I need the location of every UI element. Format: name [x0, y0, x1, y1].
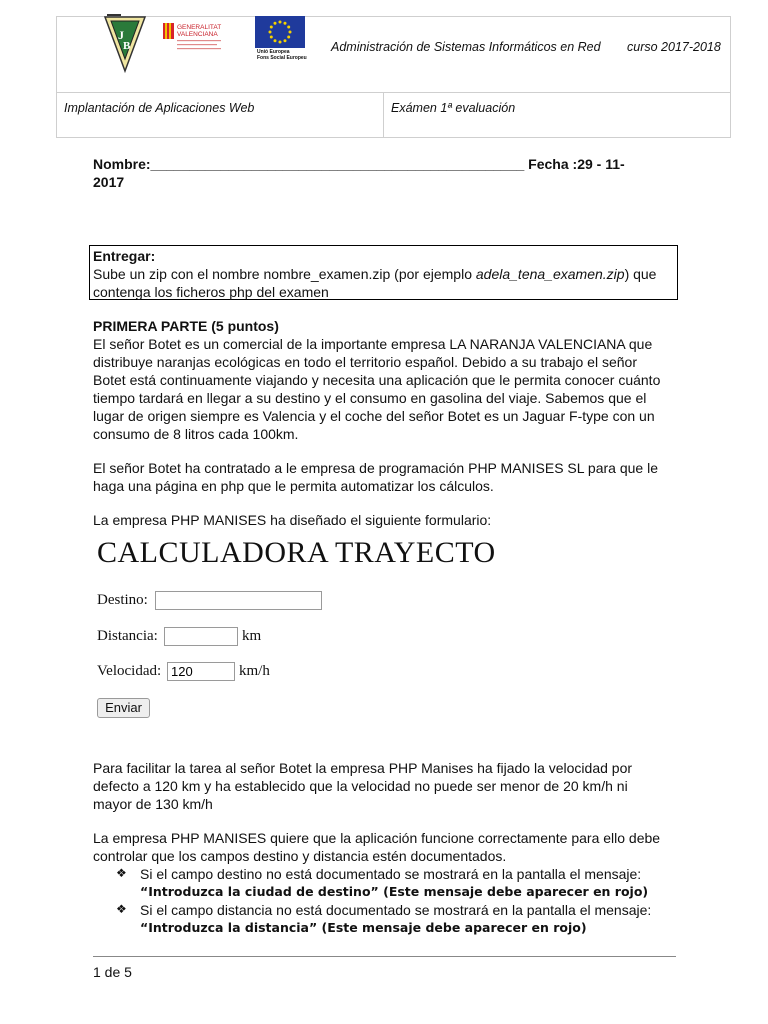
part1b-section	[93, 759, 683, 865]
distancia-label: Distancia:	[97, 628, 158, 644]
header-divider	[383, 93, 384, 137]
svg-text:J: J	[118, 28, 124, 42]
school-logo-icon	[101, 13, 149, 73]
part1-section	[93, 317, 683, 529]
delivery-line-1	[93, 265, 674, 283]
part1b-para5	[93, 829, 683, 865]
destino-input[interactable]	[155, 591, 322, 610]
part1-para3: La empresa PHP MANISES ha diseñado el siguiente formulario:	[93, 512, 492, 528]
bullet-item-destino	[140, 865, 700, 901]
para4-line: defecto a 120 km y ha establecido que la velocidad no puede ser menor de 20 km/h ni	[93, 778, 628, 794]
part1-para1	[93, 335, 683, 443]
delivery-label: Entregar:	[93, 248, 156, 264]
footer-divider	[93, 956, 676, 957]
velocidad-label: Velocidad:	[97, 663, 162, 679]
delivery-box	[89, 245, 678, 300]
part1b-para4	[93, 759, 683, 813]
bullet-diamond-icon: ❖	[116, 866, 127, 880]
distancia-unit: km	[242, 628, 262, 644]
para2-line: haga una página en php que le permita automatizar los cálculos.	[93, 478, 494, 494]
name-line-1: Nombre:________________________________________________ Fecha :29 - 11-	[93, 156, 625, 172]
generalitat-logo-icon	[161, 21, 231, 61]
bullet-message: “Introduzca la distancia” (Este mensaje debe aparecer en rojo)	[140, 920, 587, 935]
para1-line: lugar de origen siempre es Valencia y el coche del señor Botet es un Jaguar F-type con un	[93, 408, 655, 424]
enviar-button[interactable]: Enviar	[97, 698, 150, 718]
form-title: CALCULADORA TRAYECTO	[97, 536, 496, 569]
eu-caption-1: Unió Europea	[257, 49, 290, 55]
course-year: curso 2017-2018	[627, 40, 721, 54]
bullet-line: Si el campo destino no está documentado se mostrará en la pantalla el mensaje:	[140, 866, 642, 882]
para1-line: distribuye naranjas ecológicas en todo el territorio español. Debido a su trabajo el señor	[93, 354, 637, 370]
delivery-example-filename: adela_tena_examen.zip	[475, 266, 625, 282]
name-line-2: 2017	[93, 174, 125, 190]
svg-text:B: B	[123, 40, 131, 52]
para2-line: El señor Botet ha contratado a le empresa de programación PHP MANISES SL para que le	[93, 460, 658, 476]
eu-caption-2: Fons Social Europeu	[257, 55, 307, 61]
exam-name: Exámen 1ª evaluación	[391, 101, 516, 115]
bullet-diamond-icon: ❖	[116, 902, 127, 916]
page-number: 1 de 5	[93, 964, 132, 980]
course-title: Administración de Sistemas Informáticos en Red	[331, 40, 601, 54]
header-row-logos	[57, 17, 730, 93]
bullet-message: “Introduzca la ciudad de destino” (Este mensaje debe aparecer en rojo)	[140, 884, 649, 899]
para1-line: Botet está continuamente viajando y necesita una aplicación que le permita conocer cuánto	[93, 372, 661, 388]
part1-heading: PRIMERA PARTE (5 puntos)	[93, 318, 279, 334]
bullet-item-distancia	[140, 901, 700, 937]
delivery-line-2: contenga los ficheros php del examen	[93, 284, 329, 300]
para4-line: mayor de 130 km/h	[93, 796, 213, 812]
delivery-text-a: Sube un zip con el nombre nombre_examen.zip (por ejemplo	[93, 266, 476, 282]
delivery-text-b: ) que	[624, 266, 657, 282]
para1-line: tiempo tardará en llegar a su destino y el consumo en gasolina del viaje. Sabemos que el	[93, 390, 647, 406]
svg-text:GENERALITAT: GENERALITAT	[177, 24, 222, 31]
module-name: Implantación de Aplicaciones Web	[64, 101, 255, 115]
header-row-module	[57, 93, 730, 137]
velocidad-input[interactable]	[167, 662, 235, 681]
distancia-input[interactable]	[164, 627, 238, 646]
svg-text:VALENCIANA: VALENCIANA	[177, 31, 218, 38]
name-date-line	[93, 155, 683, 191]
para5-line: La empresa PHP MANISES quiere que la aplicación funcione correctamente para ello debe	[93, 830, 661, 846]
part1-para2	[93, 459, 683, 495]
header-table	[56, 16, 731, 138]
para4-line: Para facilitar la tarea al señor Botet la empresa PHP Manises ha fijado la velocidad por	[93, 760, 633, 776]
velocidad-unit: km/h	[239, 663, 270, 679]
para5-line: controlar que los campos destino y distancia estén documentados.	[93, 848, 507, 864]
eu-flag-icon	[254, 15, 306, 49]
para1-line: consumo de 8 litros cada 100km.	[93, 426, 299, 442]
para1-line: El señor Botet es un comercial de la importante empresa LA NARANJA VALENCIANA que	[93, 336, 653, 352]
bullet-line: Si el campo distancia no está documentado se mostrará en la pantalla el mensaje:	[140, 902, 652, 918]
destino-label: Destino:	[97, 592, 148, 608]
